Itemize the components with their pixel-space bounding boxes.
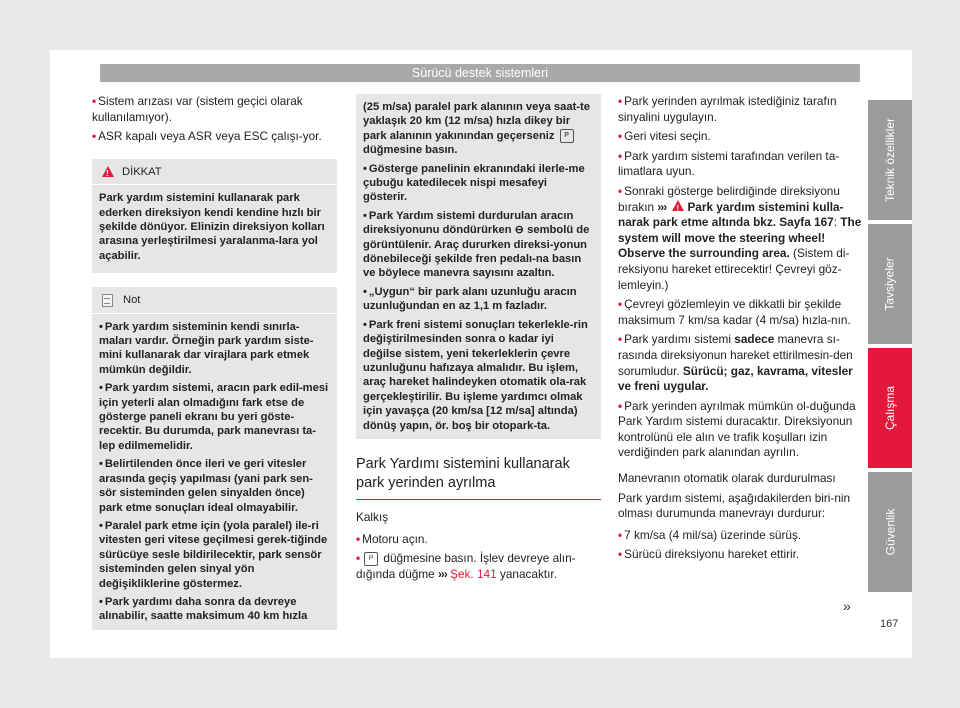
figure-reference-link[interactable]: Şek. 141 [450,566,497,581]
column-1 [92,94,337,630]
list-item: • Park yerinden ayrılmak mümkün ol-duğunda Park Yardım sistemi duracaktır. Direksiyonun kontrolünü ele alın ve trafik koşulları izin verdiğinden park alanından ayrılın. [618,398,856,460]
list-item: • Geri vitesi seçin. [618,129,711,144]
note-item: (25 m/sa) paralel park alanının veya saat-te yaklaşık 20 km (12 m/sa) hızla dikey bir park alanının yakınından geçerseniz P düğmesine basın. [363,101,590,157]
cross-reference-arrow-icon: ››› [438,566,447,581]
note-icon [102,294,113,307]
tab-calisma[interactable]: Çalışma [868,348,912,468]
list-item: • Sonraki gösterge belirdiğinde direksiyonu bırakın ››› ! Park yardım sistemini kulla-narak park etme altında bkz. Sayfa 167: The system will move the steering wheel! Observe the surrounding area. (Sistem di-reksiyonu hareket ettirecektir! Çevreyi göz-lemleyin.) [618,184,863,293]
warning-box [92,159,337,273]
note-item: • Paralel park etme için (yola paralel) ile-ri vitesten geri vitese geçilmesi gerek-tiğinde sürücüye sesle bildirilecektir, park sensör sisteminden gelen sinyal yön değişikliklerine göstermez. [99,519,328,590]
note-item: • Park Yardım sistemi durdurulan aracın direksiyonunu döndürürken ⊖ sembolü de görüntülenir. Araç dururken direksi-yonun dönebileceği şekilde fren pedalı-na basın ve böylece manevra sayısını azaltın. [363,209,590,280]
list-item: • Çevreyi gözlemleyin ve dikkatli bir şekilde maksimum 7 km/sa kadar (4 m/sa) hızla-nın. [618,297,851,327]
subheading-auto-stop: Manevranın otomatik olarak durdurulması [618,471,836,486]
note-item: • Park yardım sisteminin kendi sınırla-maları vardır. Örneğin park yardım siste-mini kullanarak dar virajlara park etmek mümkün değildir. [99,320,314,376]
warning-title: DİKKAT [122,165,162,178]
subheading-kalkis: Kalkış [356,509,389,524]
park-assist-button-icon: P [364,552,378,566]
cross-reference-arrow-icon: ››› [657,199,667,214]
note-item: • Park yardımı daha sonra da devreye alınabilir, saatte maksimum 40 km hızla [99,595,308,623]
note-box [92,287,337,630]
park-assist-button-icon: P [560,129,574,143]
continued-arrow-icon: » [843,598,851,614]
page-number: 167 [880,618,899,630]
list-item: • Sistem arızası var (sistem geçici olarak kullanılamıyor). [92,94,303,124]
note-header [92,293,337,313]
list-item: • ASR kapalı veya ASR veya ESC çalışı-yor. [92,129,322,144]
list-item: • Sürücü direksiyonu hareket ettirir. [618,547,800,562]
warning-text: Park yardım sistemini kullanarak park ederken direksiyon kendi kendine hızlı bir şekilde dönüyor. Elinizin direksiyon kolları arasına yerleştirilmesi yaralanma-lara yol açabilir. [99,192,325,262]
list-item: • Park yerinden ayrılmak istediğiniz tarafın sinyalini uygulayın. [618,94,837,124]
steering-wheel-icon: ⊖ [514,224,525,237]
note-item: • „Uygun“ bir park alanı uzunluğu aracın uzunluğundan en az 1,1 m fazladır. [363,285,577,313]
note-title: Not [123,294,141,307]
note-item: • Park freni sistemi sonuçları tekerlekle-rin değiştirilmesinden sonra o kadar iyi değilse sistem, yeni tekerleklerin çevre uzunluğunu hafızaya almalıdır. Bu işlem, araç hareket halindeyken otomatik ola-rak gerçekleştirilir. Bu işleme yardımcı olmak için yavaşça (20 km/sa [12 m/sa] altında) dönüş yapın, ör. boş bir otopark-ta. [363,318,588,432]
warning-icon [672,200,684,211]
column-2 [356,94,601,586]
tab-teknik-ozellikler[interactable]: Teknik özellikler [868,100,912,220]
note-item: • Belirtilenden önce ileri ve geri vitesler arasında geçiş yapılması (yani park sen-sör sisteminden gelen sinyalden önce) park etme sonuçları ideal olmayabilir. [99,458,313,514]
page-header: Sürücü destek sistemleri [100,64,860,82]
note-item: • Gösterge panelinin ekranındaki ilerle-me çubuğu katedilecek nispi mesafeyi gösterir. [363,162,585,204]
list-item: • Park yardımı sistemi sadece manevra sı-rasında direksiyonun hareket ettirilmesin-den sorumludur. Sürücü; gaz, kavrama, vitesler ve freni uygular. [618,332,853,394]
tab-tavsiyeler[interactable]: Tavsiyeler [868,224,912,344]
note-continued-box [356,94,601,439]
paragraph: Park yardım sistemi, aşağıdakilerden biri-nin olması durumunda manevrayı durdurur: [618,490,851,521]
list-item: • Park yardım sistemi tarafından verilen ta-limatlara uyun. [618,148,840,179]
list-item: • 7 km/sa (4 mil/sa) üzerinde sürüş. [618,527,802,542]
column-3 [618,94,863,567]
list-item: • Motoru açın. [356,531,428,546]
warning-reference-link[interactable]: Park yardım sistemini kulla-narak park etme altında bkz. Sayfa 167 [618,199,844,230]
warning-icon [102,166,114,177]
note-item: • Park yardım sistemi, aracın park edil-mesi için yeterli alan olmadığını fark etse de gösterge paneli ekranı bu yeri göste-recektir. Bu durumda, park manevrası ta-lep edilmemelidir. [99,382,329,452]
list-item: • P düğmesine basın. İşlev devreye alın-dığında düğme ››› Şek. 141 yanacaktır. [356,551,576,581]
warning-header [92,165,337,185]
section-title: Park Yardımı sistemini kullanarak park yerinden ayrılma [356,455,601,500]
tab-guvenlik[interactable]: Güvenlik [868,472,912,592]
